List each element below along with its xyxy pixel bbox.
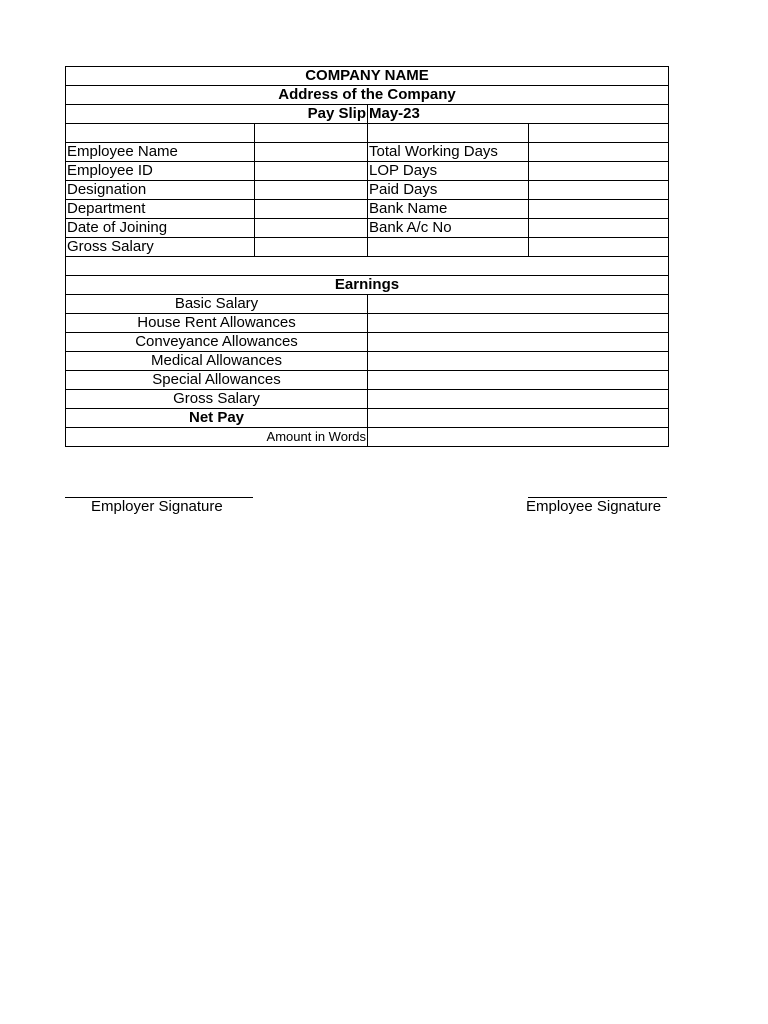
blank-cell xyxy=(368,124,529,143)
total-working-days-value[interactable] xyxy=(529,143,669,162)
date-of-joining-label: Date of Joining xyxy=(66,219,255,238)
bank-name-value[interactable] xyxy=(529,200,669,219)
amount-in-words-row xyxy=(66,428,669,447)
designation-label: Designation xyxy=(66,181,255,200)
total-working-days-label: Total Working Days xyxy=(368,143,529,162)
net-pay-row xyxy=(66,409,669,428)
date-of-joining-value[interactable] xyxy=(255,219,368,238)
blank-cell xyxy=(529,124,669,143)
employee-detail-row xyxy=(66,219,669,238)
blank-cell xyxy=(368,238,529,257)
designation-value[interactable] xyxy=(255,181,368,200)
gross-salary-label: Gross Salary xyxy=(66,238,255,257)
spacer-cell xyxy=(66,257,669,276)
blank-cell xyxy=(66,124,255,143)
gross-salary-value[interactable] xyxy=(255,238,368,257)
earnings-row xyxy=(66,295,669,314)
employee-id-value[interactable] xyxy=(255,162,368,181)
earnings-title: Earnings xyxy=(66,276,669,295)
company-address-row xyxy=(66,86,669,105)
paid-days-value[interactable] xyxy=(529,181,669,200)
company-name: COMPANY NAME xyxy=(66,67,669,86)
earnings-title-row xyxy=(66,276,669,295)
amount-in-words-value[interactable] xyxy=(368,428,669,447)
basic-salary-label: Basic Salary xyxy=(66,295,368,314)
blank-cell xyxy=(255,124,368,143)
lop-days-label: LOP Days xyxy=(368,162,529,181)
bank-name-label: Bank Name xyxy=(368,200,529,219)
payslip-table xyxy=(65,66,669,447)
earnings-row xyxy=(66,333,669,352)
paid-days-label: Paid Days xyxy=(368,181,529,200)
medical-amount[interactable] xyxy=(368,352,669,371)
department-value[interactable] xyxy=(255,200,368,219)
amount-in-words-label: Amount in Words xyxy=(66,428,368,447)
bank-account-value[interactable] xyxy=(529,219,669,238)
earnings-gross-salary-amount[interactable] xyxy=(368,390,669,409)
hra-amount[interactable] xyxy=(368,314,669,333)
lop-days-value[interactable] xyxy=(529,162,669,181)
employee-detail-row xyxy=(66,238,669,257)
payslip-title-row xyxy=(66,105,669,124)
department-label: Department xyxy=(66,200,255,219)
payslip-month: May-23 xyxy=(368,105,669,124)
earnings-row xyxy=(66,390,669,409)
employee-name-value[interactable] xyxy=(255,143,368,162)
employee-signature-label: Employee Signature xyxy=(526,498,662,515)
special-label: Special Allowances xyxy=(66,371,368,390)
company-name-row xyxy=(66,67,669,86)
employee-detail-row xyxy=(66,143,669,162)
employee-detail-row xyxy=(66,162,669,181)
earnings-row xyxy=(66,371,669,390)
conveyance-label: Conveyance Allowances xyxy=(66,333,368,352)
basic-salary-amount[interactable] xyxy=(368,295,669,314)
company-address: Address of the Company xyxy=(66,86,669,105)
bank-account-label: Bank A/c No xyxy=(368,219,529,238)
blank-cell xyxy=(529,238,669,257)
special-amount[interactable] xyxy=(368,371,669,390)
spacer-row xyxy=(66,257,669,276)
net-pay-label: Net Pay xyxy=(66,409,368,428)
medical-label: Medical Allowances xyxy=(66,352,368,371)
earnings-row xyxy=(66,314,669,333)
conveyance-amount[interactable] xyxy=(368,333,669,352)
hra-label: House Rent Allowances xyxy=(66,314,368,333)
net-pay-amount[interactable] xyxy=(368,409,669,428)
earnings-row xyxy=(66,352,669,371)
employee-id-label: Employee ID xyxy=(66,162,255,181)
employee-name-label: Employee Name xyxy=(66,143,255,162)
blank-row xyxy=(66,124,669,143)
employer-signature-label: Employer Signature xyxy=(91,498,223,515)
employee-detail-row xyxy=(66,200,669,219)
earnings-gross-salary-label: Gross Salary xyxy=(66,390,368,409)
employee-detail-row xyxy=(66,181,669,200)
payslip-label: Pay Slip xyxy=(66,105,368,124)
